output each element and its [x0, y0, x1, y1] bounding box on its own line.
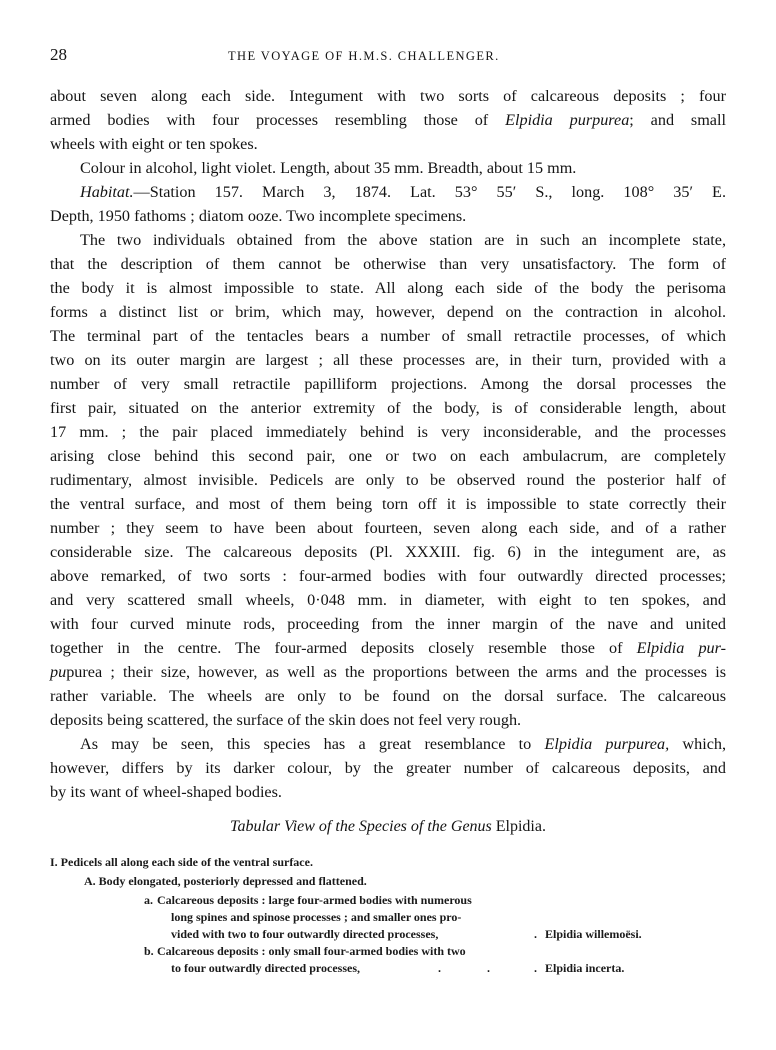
- key-level-2: A. Body elongated, posteriorly depressed and flattened.: [84, 874, 367, 888]
- table-title: [0, 818, 776, 836]
- text-line: above remarked, of two sorts : four-armed bodies with four outwardly directed processes;: [50, 567, 726, 585]
- text-line: however, differs by its darker colour, by the greater number of calcareous deposits, and: [50, 759, 726, 777]
- species-entry: Elpidia willemoësi.: [545, 927, 642, 941]
- text-line: The two individuals obtained from the above station are in such an incomplete state,: [80, 231, 726, 249]
- page-number: 28: [50, 45, 67, 64]
- table-title-text: Tabular View of the Species of the Genus: [230, 818, 492, 835]
- leader-dot: .: [438, 961, 441, 975]
- text-line: [80, 733, 726, 755]
- key-line: to four outwardly directed processes,: [171, 961, 360, 975]
- text-fragment: As may be seen, this species has a great resemblance to: [80, 735, 532, 753]
- text-fragment: purea ; their size, however, as well as the proportions between the arms and the processes is: [66, 663, 726, 681]
- text-line: rather variable. The wheels are only to be found on the dorsal surface. The calcareous: [50, 687, 726, 705]
- text-fragment: which,: [682, 735, 727, 753]
- habitat-label: Habitat.: [80, 183, 134, 201]
- text-fragment: ; and small: [629, 111, 726, 129]
- text-line: two on its outer margin are largest ; all these processes are, in their turn, provided with a: [50, 351, 726, 369]
- table-title-genus: Elpidia.: [495, 818, 546, 835]
- species-name: Elpidia pur-: [636, 639, 726, 657]
- key-line: Calcareous deposits : large four-armed bodies with numerous: [157, 893, 472, 907]
- species-entry: Elpidia incerta.: [545, 961, 625, 975]
- text-line: [50, 637, 726, 659]
- text-line: considerable size. The calcareous deposits (Pl. XXXIII. fig. 6) in the integument are, as: [50, 543, 726, 561]
- leader-dot: .: [487, 961, 490, 975]
- text-line: deposits being scattered, the surface of the skin does not feel very rough.: [50, 711, 522, 729]
- text-line: [50, 109, 726, 131]
- species-name: pu: [50, 663, 67, 681]
- text-line: 17 mm. ; the pair placed immediately behind is very inconsiderable, and the processes: [50, 423, 726, 441]
- text-line: Colour in alcohol, light violet. Length, about 35 mm. Breadth, about 15 mm.: [80, 159, 577, 177]
- text-fragment: together in the centre. The four-armed deposits closely resemble those of: [50, 639, 623, 657]
- running-head: THE VOYAGE OF H.M.S. CHALLENGER.: [228, 49, 500, 63]
- text-line: the body it is almost impossible to state. All along each side of the body the perisoma: [50, 279, 726, 297]
- text-line: The terminal part of the tentacles bears a number of small retractile processes, of which: [50, 327, 726, 345]
- text-line: arising close behind this second pair, one or two on each ambulacrum, are completely: [50, 447, 726, 465]
- text-line: with four curved minute rods, proceeding from the inner margin of the nave and united: [50, 615, 726, 633]
- species-name: Elpidia purpurea: [505, 111, 630, 129]
- text-line: [50, 661, 726, 683]
- leader-dot: .: [534, 961, 537, 975]
- text-line: first pair, situated on the anterior extremity of the body, is of considerable length, about: [50, 399, 726, 417]
- text-line: Depth, 1950 fathoms ; diatom ooze. Two incomplete specimens.: [50, 207, 467, 225]
- text-line: by its want of wheel-shaped bodies.: [50, 783, 282, 801]
- text-line: that the description of them cannot be otherwise than very unsatisfactory. The form of: [50, 255, 726, 273]
- key-line: vided with two to four outwardly directed processes,: [171, 927, 439, 941]
- text-fragment: —Station 157. March 3, 1874. Lat. 53° 55′ S., long. 108° 35′ E.: [133, 183, 726, 201]
- text-line: about seven along each side. Integument with two sorts of calcareous deposits ; four: [50, 87, 726, 105]
- text-line: and very scattered small wheels, 0·048 mm. in diameter, with eight to ten spokes, and: [50, 591, 726, 609]
- text-line: wheels with eight or ten spokes.: [50, 135, 258, 153]
- key-line: long spines and spinose processes ; and smaller ones pro-: [171, 910, 462, 924]
- key-label-b: b.: [144, 944, 154, 958]
- text-line: forms a distinct list or brim, which may, however, depend on the contraction in alcohol.: [50, 303, 726, 321]
- text-line: [80, 181, 726, 203]
- text-line: number ; they seem to have been about fourteen, seven along each side, and of a rather: [50, 519, 726, 537]
- text-fragment: armed bodies with four processes resembling those of: [50, 111, 489, 129]
- key-line: Calcareous deposits : only small four-armed bodies with two: [157, 944, 466, 958]
- text-line: rudimentary, almost invisible. Pedicels are only to be observed round the posterior half of: [50, 471, 726, 489]
- leader-dot: .: [534, 927, 537, 941]
- species-name: Elpidia purpurea,: [544, 735, 670, 753]
- key-level-1: I. Pedicels all along each side of the ventral surface.: [50, 855, 313, 869]
- text-line: the ventral surface, and most of them being torn off it is impossible to state correctly their: [50, 495, 726, 513]
- text-line: number of very small retractile papilliform projections. Among the dorsal processes the: [50, 375, 726, 393]
- key-label-a: a.: [144, 893, 153, 907]
